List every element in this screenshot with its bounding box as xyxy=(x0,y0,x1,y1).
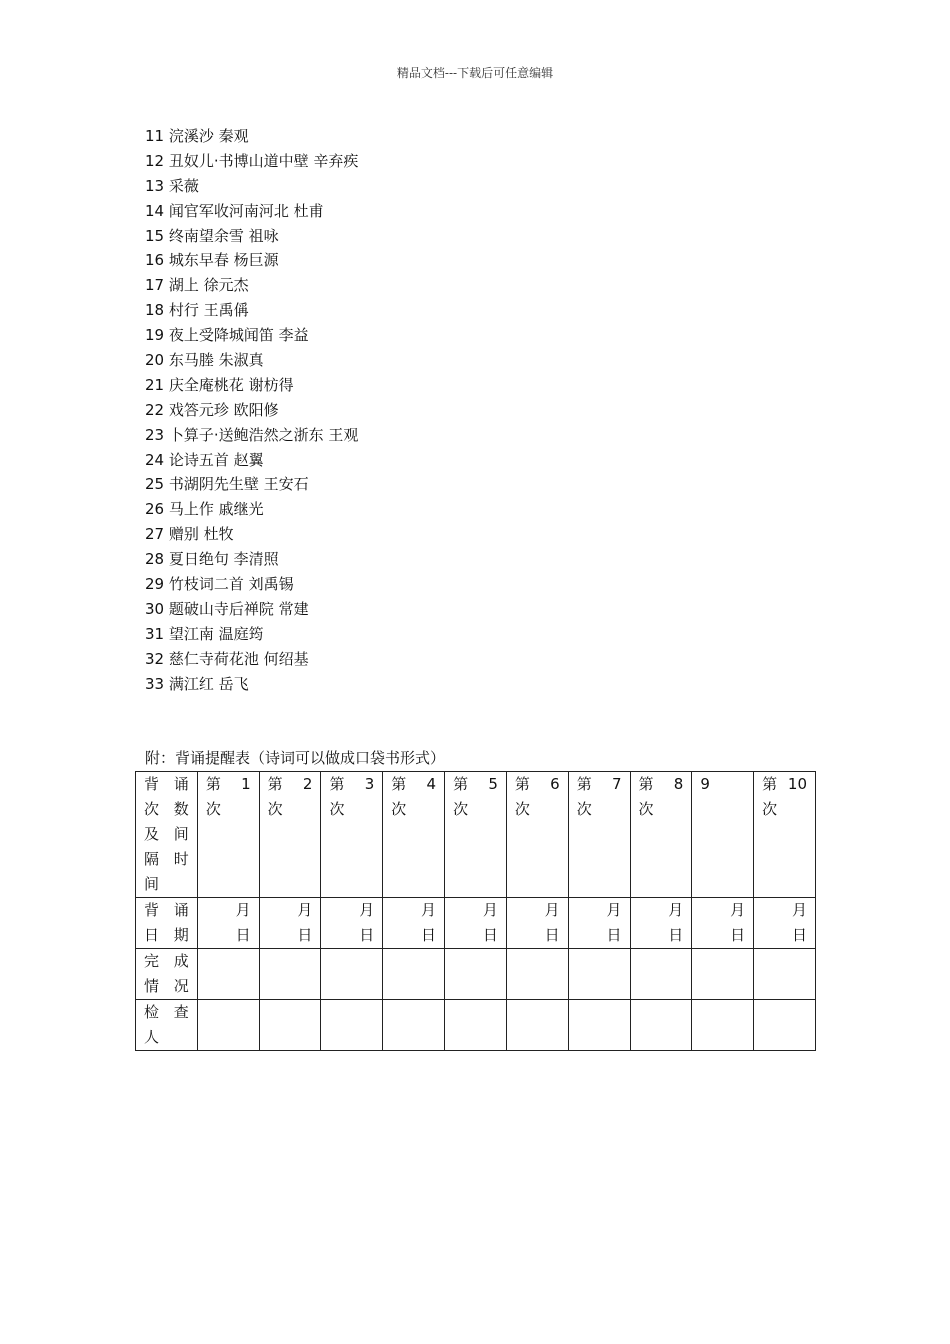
round-prefix: 第 xyxy=(638,775,654,793)
round-prefix: 第 xyxy=(205,775,221,793)
empty-cell xyxy=(692,949,754,1000)
table-row xyxy=(136,1000,816,1051)
empty-cell xyxy=(321,1000,383,1051)
day-label: 日 xyxy=(482,926,498,944)
date-cell xyxy=(445,898,507,949)
list-item: 22 戏答元珍 欧阳修 xyxy=(145,400,279,419)
list-item: 17 湖上 徐元杰 xyxy=(145,276,249,295)
empty-cell xyxy=(259,1000,321,1051)
round-number: 6 xyxy=(550,775,560,793)
empty-cell xyxy=(321,949,383,1000)
round-header xyxy=(197,772,259,898)
round-prefix: 第 xyxy=(453,775,469,793)
round-prefix: 第 xyxy=(391,775,407,793)
list-item: 33 满江红 岳飞 xyxy=(145,674,249,693)
date-cell xyxy=(754,898,816,949)
table-row xyxy=(136,949,816,1000)
round-header xyxy=(445,772,507,898)
list-item: 32 慈仁寺荷花池 何绍基 xyxy=(145,649,309,668)
empty-cell xyxy=(383,1000,445,1051)
round-prefix: 第 xyxy=(329,775,345,793)
round-number: 2 xyxy=(302,775,313,793)
round-number: 7 xyxy=(611,775,622,793)
day-label: 日 xyxy=(730,926,746,944)
page-header: 精品文档---下载后可任意编辑 xyxy=(396,66,554,80)
empty-cell xyxy=(692,1000,754,1051)
list-item: 28 夏日绝句 李清照 xyxy=(145,550,279,569)
round-header xyxy=(754,772,816,898)
round-prefix: 第 xyxy=(576,775,592,793)
round-suffix: 次 xyxy=(453,800,469,818)
list-item: 13 采薇 xyxy=(145,176,199,195)
month-label: 月 xyxy=(421,901,437,919)
date-cell xyxy=(506,898,568,949)
round-suffix: 次 xyxy=(391,800,407,818)
list-item: 30 题破山寺后禅院 常建 xyxy=(145,599,309,618)
date-cell xyxy=(259,898,321,949)
date-cell xyxy=(568,898,630,949)
day-label: 日 xyxy=(606,926,622,944)
month-label: 月 xyxy=(235,901,251,919)
round-prefix: 9 xyxy=(700,775,710,793)
round-suffix: 次 xyxy=(762,800,778,818)
round-prefix: 第 xyxy=(514,775,530,793)
empty-cell xyxy=(754,949,816,1000)
round-header xyxy=(383,772,445,898)
month-label: 月 xyxy=(730,901,746,919)
empty-cell xyxy=(197,1000,259,1051)
list-item: 24 论诗五首 赵翼 xyxy=(145,450,264,469)
day-label: 日 xyxy=(668,926,684,944)
empty-cell xyxy=(506,949,568,1000)
list-item: 26 马上作 戚继光 xyxy=(145,500,264,519)
round-suffix: 次 xyxy=(267,800,283,818)
round-header xyxy=(630,772,692,898)
row-label-rounds: 背诵次数及间隔时间 xyxy=(136,772,198,898)
list-item: 27 赠别 杜牧 xyxy=(145,525,234,544)
list-item: 19 夜上受降城闻笛 李益 xyxy=(145,326,309,345)
day-label: 日 xyxy=(297,926,313,944)
round-suffix: 次 xyxy=(205,800,221,818)
round-number: 5 xyxy=(488,775,498,793)
list-item: 16 城东早春 杨巨源 xyxy=(145,251,279,270)
list-item: 15 终南望余雪 祖咏 xyxy=(145,226,279,245)
round-number: 4 xyxy=(426,775,437,793)
round-header xyxy=(692,772,754,898)
month-label: 月 xyxy=(359,901,375,919)
month-label: 月 xyxy=(544,901,560,919)
empty-cell xyxy=(445,1000,507,1051)
round-suffix: 次 xyxy=(514,800,530,818)
list-item: 20 东马塍 朱淑真 xyxy=(145,351,264,370)
list-item: 14 闻官军收河南河北 杜甫 xyxy=(145,201,324,220)
round-suffix: 次 xyxy=(638,800,654,818)
list-item: 31 望江南 温庭筠 xyxy=(145,624,264,643)
round-header xyxy=(506,772,568,898)
list-item: 25 书湖阴先生壁 王安石 xyxy=(145,475,309,494)
round-header xyxy=(568,772,630,898)
round-header xyxy=(259,772,321,898)
round-header xyxy=(321,772,383,898)
day-label: 日 xyxy=(235,926,251,944)
round-suffix: 次 xyxy=(576,800,592,818)
month-label: 月 xyxy=(791,901,807,919)
empty-cell xyxy=(506,1000,568,1051)
round-prefix: 第 xyxy=(762,775,778,793)
list-item: 11 浣溪沙 秦观 xyxy=(145,127,249,145)
round-number: 10 xyxy=(787,775,807,793)
round-suffix: 次 xyxy=(329,800,345,818)
day-label: 日 xyxy=(791,926,807,944)
empty-cell xyxy=(630,1000,692,1051)
table-row xyxy=(136,772,816,898)
month-label: 月 xyxy=(297,901,313,919)
row-label-date: 背诵日期 xyxy=(136,898,198,949)
day-label: 日 xyxy=(544,926,560,944)
date-cell xyxy=(630,898,692,949)
poem-list xyxy=(145,124,358,696)
list-item: 29 竹枝词二首 刘禹锡 xyxy=(145,575,294,594)
list-item: 23 卜算子·送鲍浩然之浙东 王观 xyxy=(145,425,359,444)
empty-cell xyxy=(754,1000,816,1051)
date-cell xyxy=(197,898,259,949)
appendix-title: 附：背诵提醒表（诗词可以做成口袋书形式） xyxy=(145,749,446,767)
month-label: 月 xyxy=(668,901,684,919)
round-number: 8 xyxy=(673,775,684,793)
empty-cell xyxy=(568,1000,630,1051)
row-label-checker: 检查人 xyxy=(136,1000,198,1051)
empty-cell xyxy=(630,949,692,1000)
date-cell xyxy=(692,898,754,949)
round-number: 1 xyxy=(241,775,251,793)
date-cell xyxy=(321,898,383,949)
round-prefix: 第 xyxy=(267,775,283,793)
day-label: 日 xyxy=(421,926,437,944)
table-row xyxy=(136,898,816,949)
day-label: 日 xyxy=(359,926,375,944)
recitation-table xyxy=(135,771,816,1051)
empty-cell xyxy=(383,949,445,1000)
row-label-status: 完成情况 xyxy=(136,949,198,1000)
date-cell xyxy=(383,898,445,949)
month-label: 月 xyxy=(606,901,622,919)
empty-cell xyxy=(568,949,630,1000)
empty-cell xyxy=(259,949,321,1000)
list-item: 12 丑奴儿·书博山道中壁 辛弃疾 xyxy=(145,151,359,170)
round-number: 3 xyxy=(364,775,375,793)
list-item: 18 村行 王禹偁 xyxy=(145,301,249,320)
month-label: 月 xyxy=(482,901,498,919)
empty-cell xyxy=(197,949,259,1000)
empty-cell xyxy=(445,949,507,1000)
list-item: 21 庆全庵桃花 谢枋得 xyxy=(145,375,294,394)
